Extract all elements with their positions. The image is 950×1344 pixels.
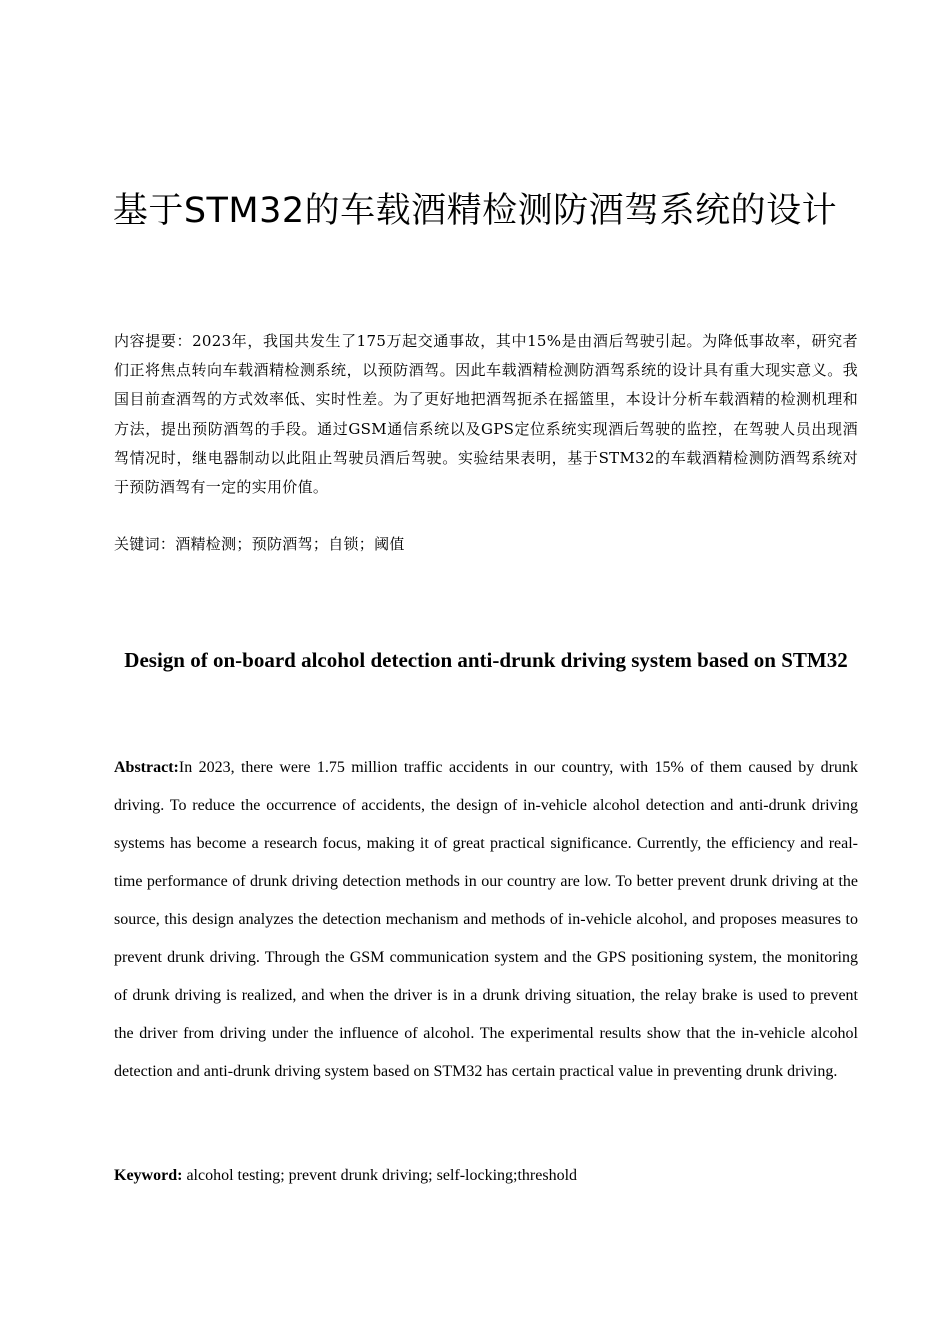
chinese-keywords-text: 酒精检测；预防酒驾；自锁；阈值 [175, 535, 405, 553]
english-title: Design of on-board alcohol detection anti-drunk driving system based on STM32 [124, 648, 848, 672]
chinese-abstract-label: 内容提要： [114, 332, 193, 350]
chinese-keywords-label: 关键词： [114, 535, 176, 553]
chinese-title: 基于STM32的车载酒精检测防酒驾系统的设计 [112, 191, 838, 231]
chinese-abstract-text: 2023年，我国共发生了175万起交通事故，其中15%是由酒后驾驶引起。为降低事故率，研究者们正将焦点转向车载酒精检测系统，以预防酒驾。因此车载酒精检测防酒驾系统的设计具有重大现实意义。我国目前查酒驾的方式效率低、实时性差。为了更好地把酒驾扼杀在摇篮里，本设计分析车载酒精的检测机理和方法，提出预防酒驾的手段。通过GSM通信系统以及GPS定位系统实现酒后驾驶的监控，在驾驶人员出现酒驾情况时，继电器制动以此阻止驾驶员酒后驾驶。实验结果表明，基于STM32的车载酒精检测防酒驾系统对于预防酒驾有一定的实用价值。 [114, 332, 858, 497]
english-keywords [114, 1157, 858, 1195]
english-abstract [114, 749, 858, 1091]
english-abstract-label: Abstract: [114, 759, 179, 776]
chinese-abstract [114, 327, 858, 502]
english-keywords-text: alcohol testing; prevent drunk driving; self-locking;threshold [182, 1167, 578, 1184]
english-keywords-label: Keyword: [114, 1167, 183, 1184]
chinese-keywords [114, 530, 858, 559]
english-abstract-text: In 2023, there were 1.75 million traffic accidents in our country, with 15% of them caused by drunk driving. To reduce the occurrence of accidents, the design of in-vehicle alcohol detection and anti-drunk driving systems has become a research focus, making it of great practical significance. Currently, the efficiency and real-time performance of drunk driving detection methods in our country are low. To better prevent drunk driving at the source, this design analyzes the detection mechanism and methods of in-vehicle alcohol, and proposes measures to prevent drunk driving. Through the GSM communication system and the GPS positioning system, the monitoring of drunk driving is realized, and when the driver is in a drunk driving situation, the relay brake is used to prevent the driver from driving under the influence of alcohol. The experimental results show that the in-vehicle alcohol detection and anti-drunk driving system based on STM32 has certain practical value in preventing drunk driving. [114, 759, 858, 1080]
